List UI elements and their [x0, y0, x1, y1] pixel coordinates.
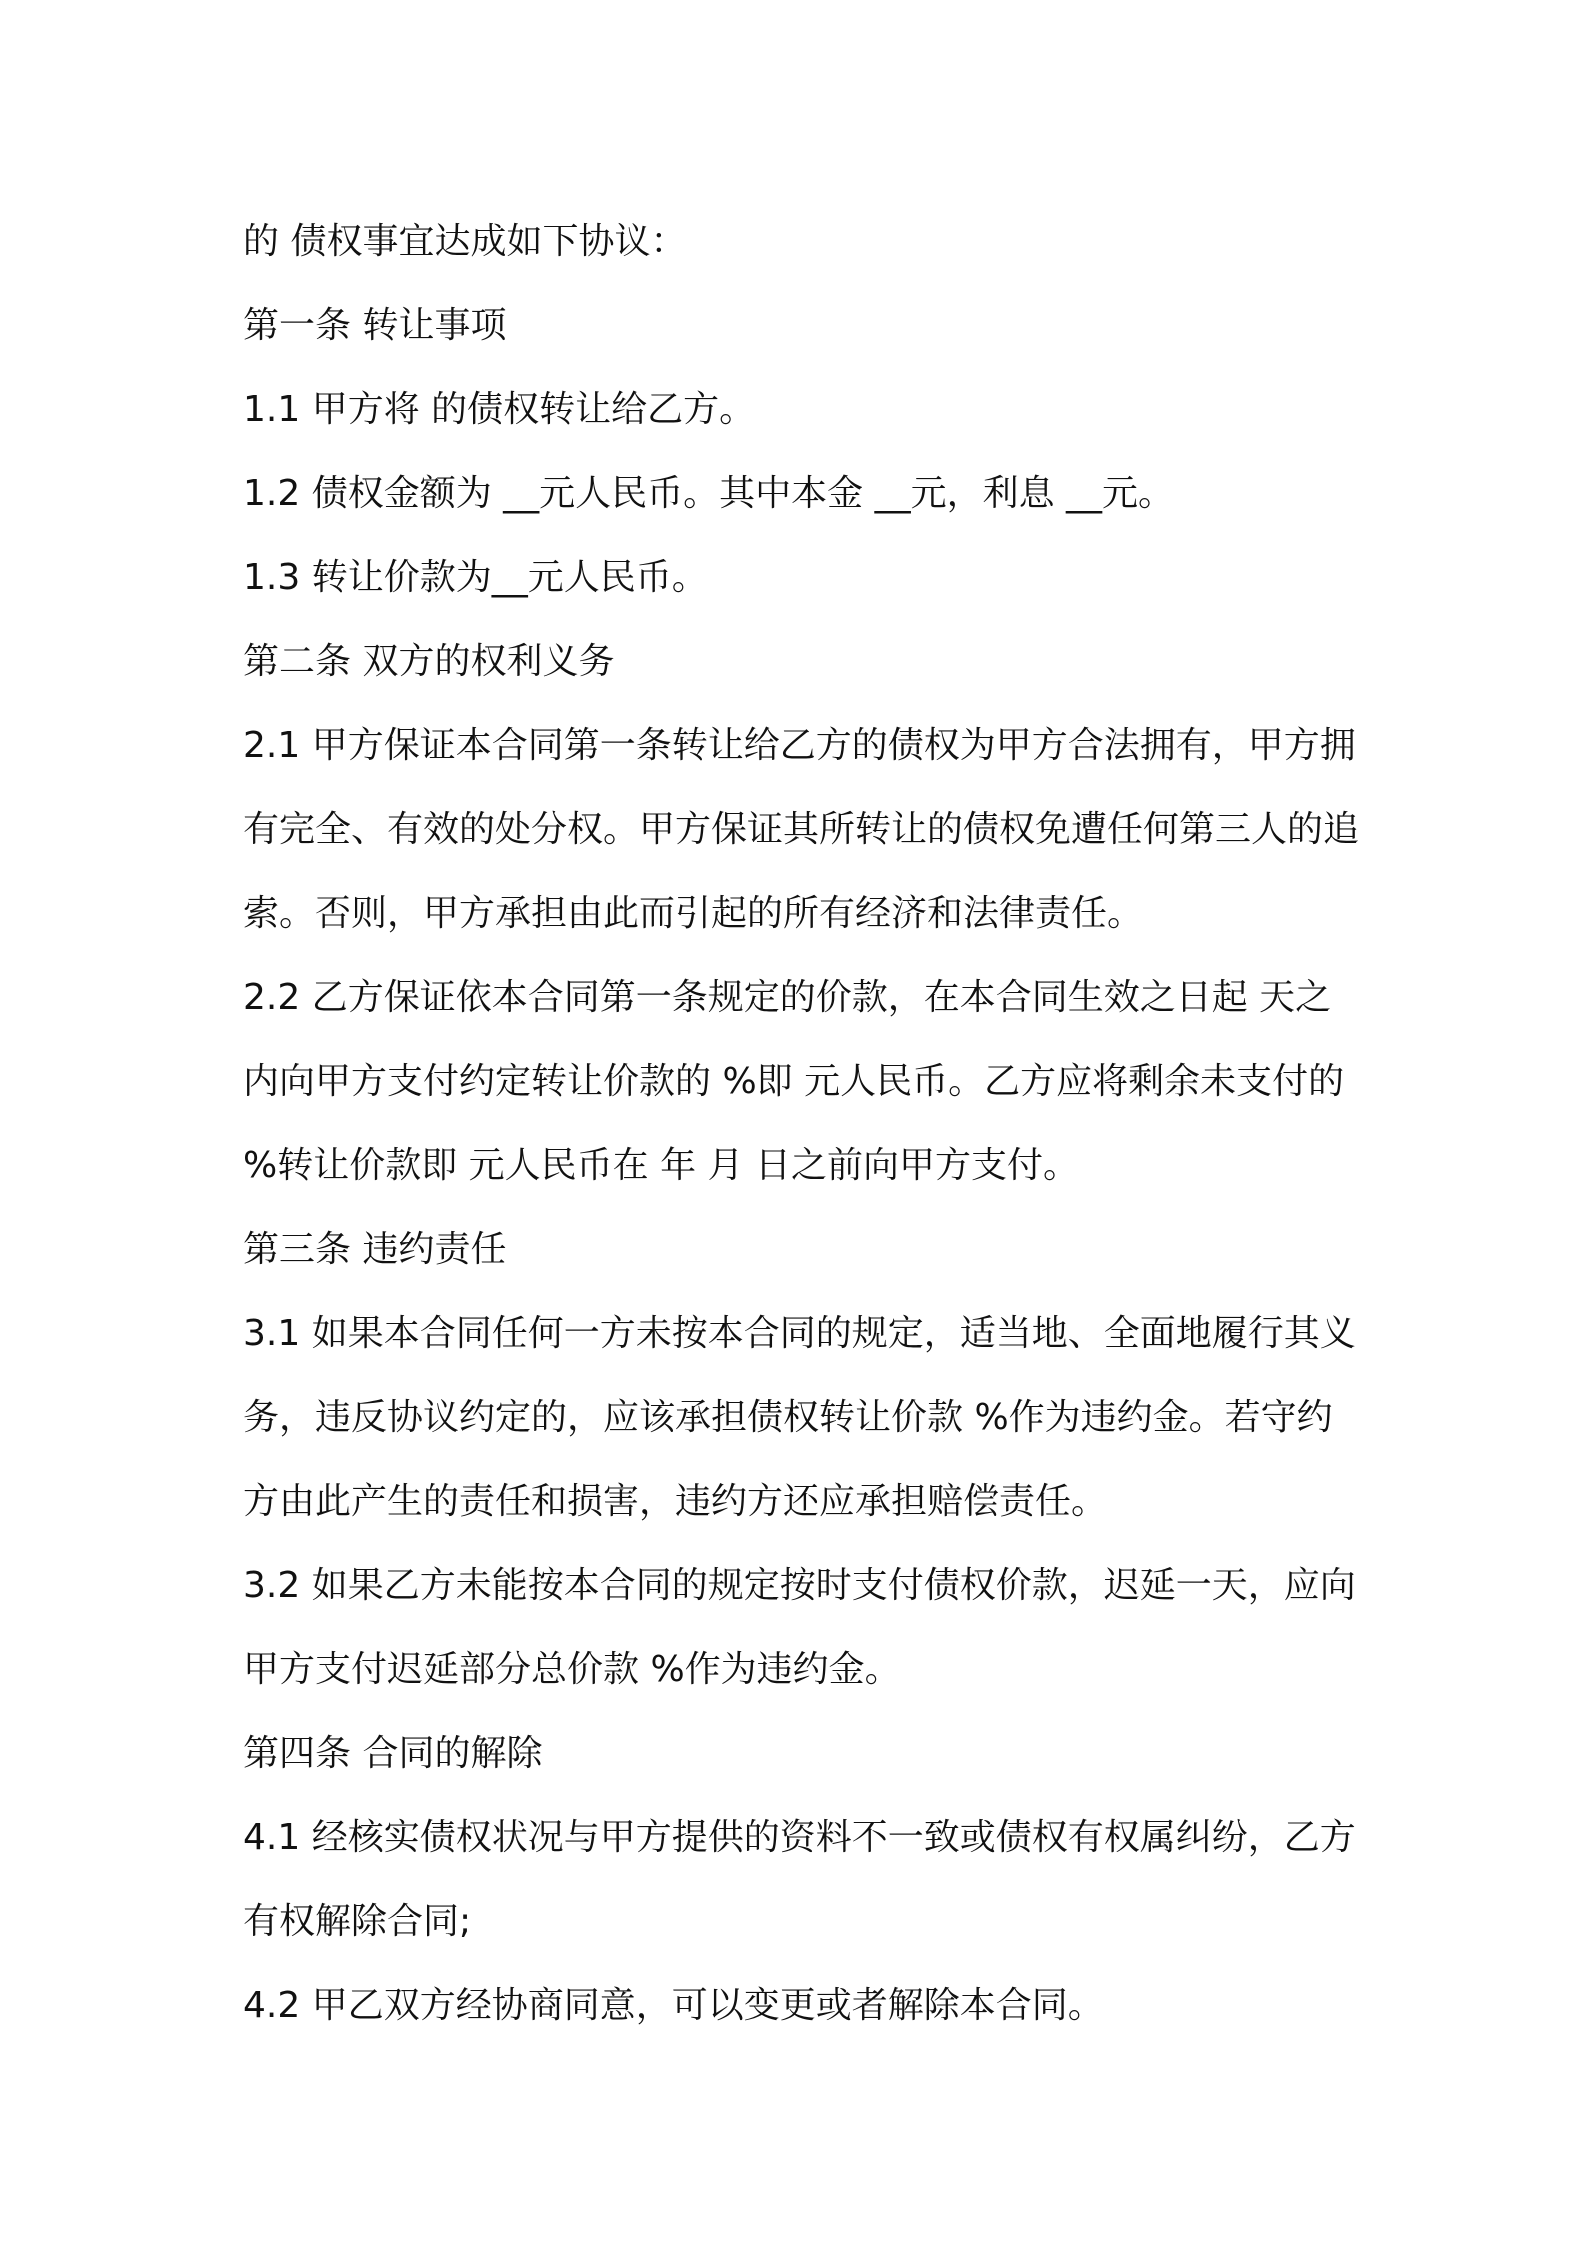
intro-paragraph: 的 债权事宜达成如下协议：: [243, 221, 687, 262]
clause-1-1: 1.1 甲方将 的债权转让给乙方。: [243, 389, 756, 430]
clause-2-2: 2.2 乙方保证依本合同第一条规定的价款，在本合同生效之日起 天之内向甲方支付约定转让价款的 %即 元人民币。乙方应将剩余未支付的 %转让价款即 元人民币在 年 月 日之前向甲方支付。: [243, 977, 1345, 1186]
clause-1-2: 1.2 债权金额为 __元人民币。其中本金 __元，利息 __元。: [243, 473, 1175, 514]
clause-3-1: 3.1 如果本合同任何一方未按本合同的规定，适当地、全面地履行其义务，违反协议约定的，应该承担债权转让价款 %作为违约金。若守约方由此产生的责任和损害，违约方还应承担赔偿责任。: [243, 1313, 1356, 1522]
article-1-heading: 第一条 转让事项: [243, 305, 507, 346]
article-2-heading: 第二条 双方的权利义务: [243, 641, 615, 682]
article-3-heading: 第三条 违约责任: [243, 1229, 507, 1270]
document-body: [243, 200, 1363, 2048]
clause-2-1: 2.1 甲方保证本合同第一条转让给乙方的债权为甲方合法拥有，甲方拥有完全、有效的处分权。甲方保证其所转让的债权免遭任何第三人的追索。否则，甲方承担由此而引起的所有经济和法律责任。: [243, 725, 1360, 934]
clause-4-1: 4.1 经核实债权状况与甲方提供的资料不一致或债权有权属纠纷，乙方有权解除合同;: [243, 1817, 1356, 1942]
clause-4-2: 4.2 甲乙双方经协商同意，可以变更或者解除本合同。: [243, 1985, 1104, 2026]
clause-1-3: 1.3 转让价款为__元人民币。: [243, 557, 708, 598]
article-4-heading: 第四条 合同的解除: [243, 1733, 543, 1774]
clause-3-2: 3.2 如果乙方未能按本合同的规定按时支付债权价款，迟延一天，应向甲方支付迟延部分总价款 %作为违约金。: [243, 1565, 1356, 1690]
